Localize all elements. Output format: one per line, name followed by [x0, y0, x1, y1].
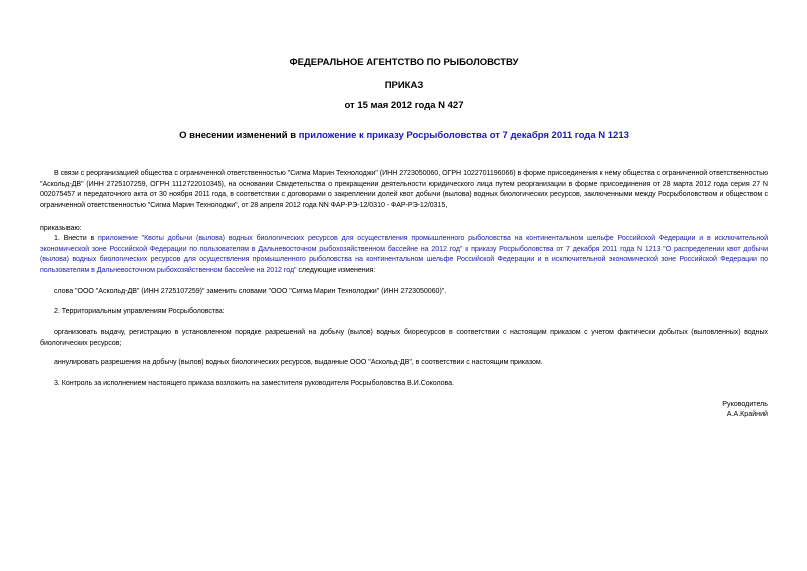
subject-prefix: О внесении изменений в: [179, 130, 299, 141]
clause-2-item-1: организовать выдачу, регистрацию в установленном порядке разрешений на добычу (вылов) водных биоресурсов в соответствии с настоящим приказом с учетом фактически добытых (выловленных) водных биологических ресурсов;: [40, 328, 768, 347]
document-date-number: от 15 мая 2012 года N 427: [344, 100, 464, 111]
signature-title: Руководитель: [722, 400, 768, 408]
clause-3-paragraph: 3. Контроль за исполнением настоящего приказа возложить на заместителя руководителя Росрыболовства В.И.Соколова.: [54, 379, 454, 387]
agency-heading: ФЕДЕРАЛЬНОЕ АГЕНТСТВО ПО РЫБОЛОВСТВУ: [289, 57, 519, 68]
clause-2-paragraph: 2. Территориальным управлениям Росрыболовства:: [54, 307, 225, 315]
clause-1-prefix: 1. Внести в: [54, 234, 98, 242]
replacement-paragraph: слова "ООО "Аскольд-ДВ" (ИНН 2725107259)" заменить словами "ООО "Сигма Марин Технолоджи" (ИНН 2723050060)".: [54, 287, 447, 295]
clause-2-item-2: аннулировать разрешения на добычу (вылов) водных биологических ресурсов, выданные ООО "Аскольд-ДВ", в соответствии с настоящим приказом.: [54, 358, 543, 366]
document-subject: [40, 130, 768, 142]
clause-1-link[interactable]: приложение "Квоты добычи (вылова) водных биологических ресурсов для осуществления промышленного рыболовства на континентальном шельфе Российской Федерации и в исключительной экономической зоне Российской Федерации по пользователям в Дальневосточном рыбохозяйственном бассейне на 2012 год" к приказу Росрыболовства от 7 декабря 2011 года N 1213 "О распределении квот добычи (вылова) водных биологических ресурсов для осуществления промышленного рыболовства на континентальном шельфе Российской Федерации и в исключительной экономической зоне Российской Федерации по пользователям в Дальневосточном рыбохозяйственном бассейне на 2012 год": [40, 234, 768, 274]
document-page: [40, 0, 768, 571]
clause-1-paragraph: [40, 233, 768, 275]
clause-1-suffix: следующие изменения:: [296, 265, 376, 274]
order-word: приказываю:: [40, 224, 82, 232]
signature-name: А.А.Крайний: [726, 410, 768, 418]
subject-link[interactable]: приложение к приказу Росрыболовства от 7 декабря 2011 года N 1213: [298, 130, 629, 141]
preamble-paragraph: В связи с реорганизацией общества с ограниченной ответственностью "Сигма Марин Технолоджи" (ИНН 2723050060, ОГРН 1022701196066) в форме присоединения к нему общества с ограниченной ответственностью "Аскольд-ДВ" (ИНН 2725107259, ОГРН 1112722010345), на основании Свидетельства о прекращении деятельности юридического лица путем реорганизации в форме присоединения от 28 марта 2012 года серия 27 N 002075457 и передаточного акта от 30 ноября 2011 года, в соответствии с договорами о закреплении долей квот добычи (вылова) водных биологических ресурсов, заключенными между Росрыболовством и обществом с ограниченной ответственностью "Сигма Марин Технолоджи", от 28 апреля 2012 года NN ФАР-РЭ-12/0310 - ФАР-РЭ-12/0315,: [40, 169, 768, 209]
document-type: ПРИКАЗ: [384, 80, 424, 91]
